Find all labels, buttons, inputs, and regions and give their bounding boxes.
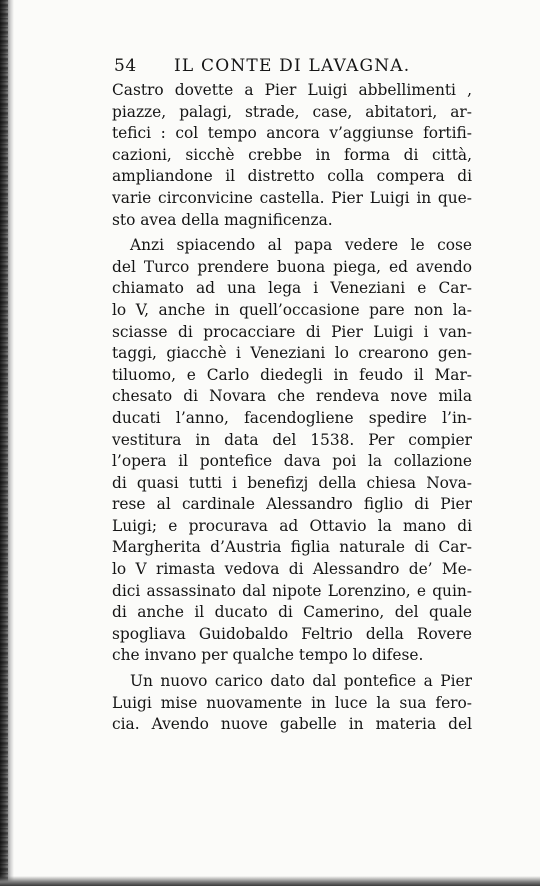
paragraph-2 — [112, 235, 472, 667]
text-line: l’opera il pontefice dava poi la collazione — [112, 452, 472, 471]
text-line: varie circonvicine castella. Pier Luigi in que- — [112, 188, 472, 207]
running-head — [112, 56, 472, 80]
paragraph-1 — [112, 80, 472, 231]
text-line: di anche il ducato di Camerino, del quale — [112, 603, 472, 622]
text-line: vestitura in data del 1538. Per compier — [112, 430, 472, 449]
text-line: Luigi mise nuovamente in luce la sua fero- — [112, 693, 472, 712]
text-line: dici assassinato dal nipote Lorenzino, e quin- — [112, 581, 472, 600]
text-line: cazioni, sicchè crebbe in forma di città, — [112, 145, 472, 164]
text-line: rese al cardinale Alessandro figlio di Pier — [112, 495, 472, 514]
text-line: Margherita d’Austria figlia naturale di Car- — [112, 538, 472, 557]
text-line: Un nuovo carico dato dal pontefice a Pier — [130, 672, 472, 691]
page-number: 54 — [114, 56, 137, 76]
text-line: taggi, giacchè i Veneziani lo crearono gen- — [112, 344, 472, 363]
text-line: Luigi; e procurava ad Ottavio la mano di — [112, 516, 472, 535]
text-line: cia. Avendo nuove gabelle in materia del — [112, 715, 472, 734]
text-line: Anzi spiacendo al papa vedere le cose — [130, 236, 472, 255]
text-line: che invano per qualche tempo lo difese. — [112, 646, 424, 665]
running-head-title: IL CONTE DI LAVAGNA. — [174, 56, 411, 76]
text-line: sto avea della magnificenza. — [112, 210, 333, 229]
paragraph-3 — [112, 671, 472, 736]
text-line: spogliava Guidobaldo Feltrio della Rovere — [112, 624, 472, 643]
text-line: lo V, anche in quell’occasione pare non la- — [112, 300, 472, 319]
text-line: ampliandone il distretto colla compera di — [112, 167, 472, 186]
text-line: chiamato ad una lega i Veneziani e Car- — [112, 279, 472, 298]
text-line: tiluomo, e Carlo diedegli in feudo il Mar- — [112, 365, 472, 384]
text-line: Castro dovette a Pier Luigi abbellimenti , — [112, 81, 472, 99]
text-line: di quasi tutti i benefizj della chiesa Nova- — [112, 473, 472, 492]
text-line: lo V rimasta vedova di Alessandro de’ Me- — [112, 560, 472, 579]
spine-edge — [0, 0, 8, 886]
text-line: chesato di Novara che rendeva nove mila — [112, 387, 472, 406]
text-line: tefici : col tempo ancora v’aggiunse fortifi- — [112, 124, 472, 143]
text-line: sciasse di procacciare di Pier Luigi i van- — [112, 322, 472, 341]
text-line: ducati l’anno, facendogliene spedire l’in- — [112, 408, 472, 427]
text-line: piazze, palagi, strade, case, abitatori, ar- — [112, 102, 472, 121]
page-bottom-edge — [0, 876, 540, 886]
text-line: del Turco prendere buona piega, ed avendo — [112, 257, 472, 276]
text-block — [112, 56, 472, 736]
